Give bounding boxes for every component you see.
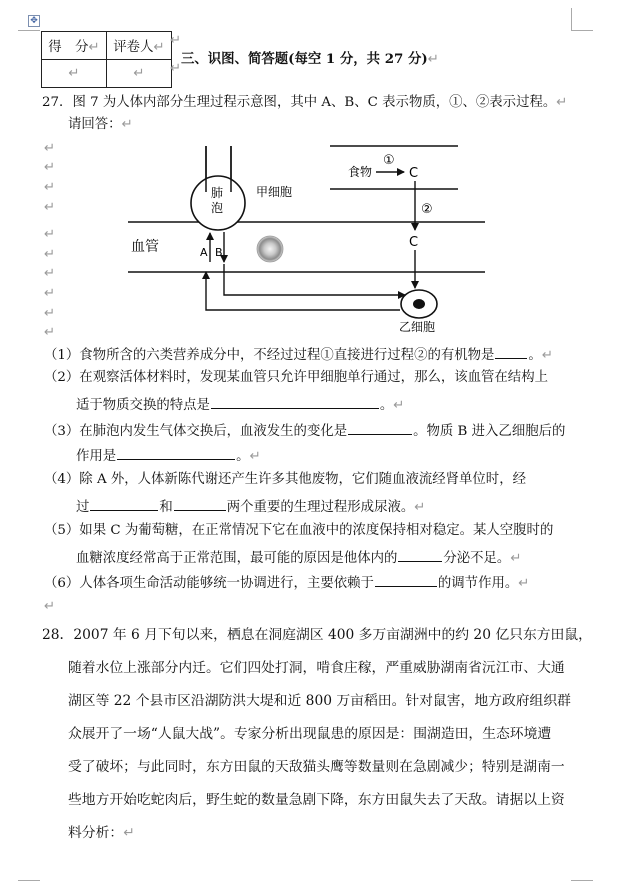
answer-blank-6[interactable] [375,572,437,587]
q28-line-4: 众展开了一场“人鼠大战”。专家分析出现鼠患的原因是：围湖造田，生态环境遭 [68,726,552,742]
score-table-cell-grader[interactable]: ↵ [107,60,172,88]
vessel-label: 血管 [131,239,159,255]
label-A: A [200,246,208,259]
arrow-B-to-cell [224,264,405,295]
q27-item-4-line2: 过 和 两个重要的生理过程形成尿液。↵ [76,496,425,517]
q27-item-3-line2: 作用是 。↵ [76,445,261,466]
q28-line-2: 随着水位上涨部分内迁。它们四处打洞，啃食庄稼，严重威胁湖南省沅江市、大通 [68,660,565,676]
answer-blank-5[interactable] [398,547,442,562]
answer-blank-4b[interactable] [174,496,226,511]
table-move-anchor-icon[interactable]: ✥ [28,15,40,27]
q27-number: 27． [42,95,73,110]
q28-number: 28． [42,627,74,643]
cell-jia [257,236,283,262]
answer-blank-4a[interactable] [90,496,158,511]
q28-line-1: 28．2007 年 6 月下旬以来，栖息在洞庭湖区 400 多万亩湖洲中的约 20 亿只东方田鼠， [42,627,592,643]
score-table-header-score: 得 分↵ [42,32,107,60]
paragraph-mark: ↵ [44,599,56,614]
q27-item-2-line1: （2）在观察活体材料时，发现某血管只允许甲细胞单行通过，那么，该血管在结构上 [44,370,548,385]
alveolus-label-1: 肺 [211,186,224,200]
answer-blank-3b[interactable] [117,445,235,460]
C-label-1: C [409,166,419,181]
q27-item-1: （1）食物所含的六类营养成分中，不经过过程①直接进行过程②的有机物是 。↵ [44,344,553,365]
C-label-2: C [409,235,419,250]
q28-line-7: 料分析：↵ [68,825,135,841]
label-B: B [215,246,223,259]
q27-item-6: （6）人体各项生命活动能够统一协调进行，主要依赖于 的调节作用。↵ [44,572,529,593]
score-table-cell-score[interactable]: ↵ [42,60,107,88]
answer-blank-2[interactable] [211,394,379,409]
q28-line-3: 湖区等 22 个县市区沿湖防洪大堤和近 800 万亩稻田。针对鼠害，地方政府组织群 [68,693,571,709]
cell-jia-label: 甲细胞 [256,185,293,199]
q27-item-3-line1: （3）在肺泡内发生气体交换后，血液发生的变化是 。物质 B 进入乙细胞后的 [44,420,565,441]
score-table-header-grader: 评卷人↵ [107,32,172,60]
q27-item-5-line1: （5）如果 C 为葡萄糖，在正常情况下它在血液中的浓度保持相对稳定。某人空腹时的 [44,523,554,538]
paragraph-mark: ↵ [170,61,182,76]
answer-blank-1[interactable] [495,344,527,359]
q27-stem-line2: 请回答：↵ [68,117,133,132]
answer-blank-3a[interactable] [348,420,412,435]
step-2-label: ② [421,202,433,217]
arrow-cell-to-A [206,272,400,310]
step-1-label: ① [383,153,395,168]
q27-item-4-line1: （4）除 A 外，人体新陈代谢还产生许多其他废物，它们随血液流经肾单位时，经 [44,472,526,487]
paragraph-mark: ↵ [170,33,182,48]
cell-yi-label: 乙细胞 [399,320,436,334]
food-label: 食物 [348,165,373,179]
q28-line-6: 些地方开始吃蛇肉后，野生蛇的数量急剧下降，东方田鼠失去了天敌。请据以上资 [68,792,565,808]
q27-item-2-line2: 适于物质交换的特点是 。↵ [76,394,405,415]
section-title: 三、识图、简答题(每空 1 分，共 27 分)↵ [181,51,439,67]
q27-item-5-line2: 血糖浓度经常高于正常范围，最可能的原因是他体内的 分泌不足。↵ [76,547,522,568]
q27-stem-line1: 27．图 7 为人体内部分生理过程示意图，其中 A、B、C 表示物质，①、②表示过程。↵ [42,95,568,110]
alveolus-label-2: 泡 [211,201,224,215]
q28-line-5: 受了破坏；与此同时，东方田鼠的天敌猫头鹰等数量则在急剧减少；特别是湖南一 [68,759,565,775]
